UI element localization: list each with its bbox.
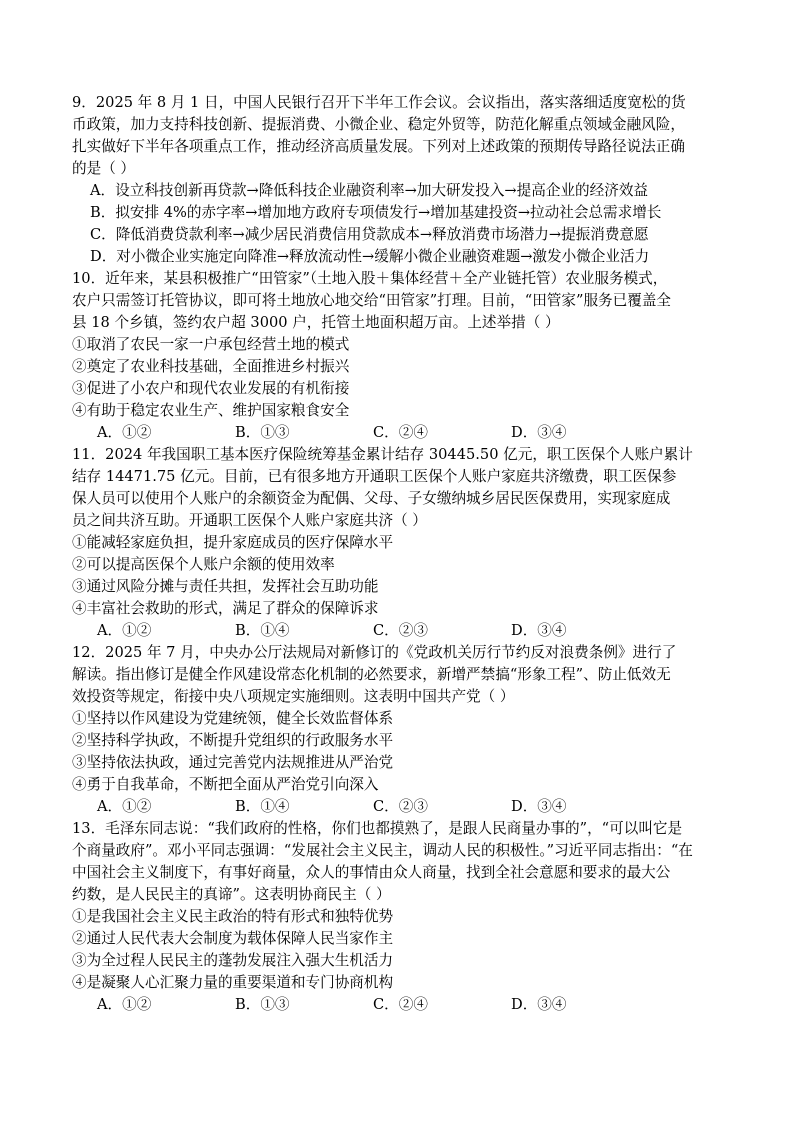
- statement-3: ③坚持依法执政，通过完善党内法规推进从严治党: [72, 754, 394, 771]
- choice-a[interactable]: A．①②: [97, 424, 152, 441]
- statement-3: ③通过风险分摊与责任共担，发挥社会互助功能: [72, 578, 379, 595]
- stem-line: 县 18 个乡镇，签约农户超 3000 户，托管土地面积超万亩。上述举措（ ）: [72, 314, 560, 331]
- statement-1: ①能减轻家庭负担，提升家庭成员的医疗保障水平: [72, 534, 394, 551]
- stem-line: 币政策，加力支持科技创新、提振消费、小微企业、稳定外贸等，防范化解重点领域金融风险，: [72, 116, 685, 133]
- statement-2: ②可以提高医保个人账户余额的使用效率: [72, 556, 335, 573]
- statement-4: ④丰富社会救助的形式，满足了群众的保障诉求: [72, 600, 379, 617]
- choice-b[interactable]: B．①③: [235, 424, 290, 441]
- option-c[interactable]: C．降低消费贷款利率→减少居民消费信用贷款成本→释放消费市场潜力→提振消费意愿: [90, 226, 649, 243]
- choice-d[interactable]: D．③④: [511, 996, 567, 1013]
- stem-line: 农户只需签订托管协议，即可将土地放心地交给“田管家”打理。目前，“田管家”服务已覆盖全: [72, 292, 672, 309]
- choice-a[interactable]: A．①②: [97, 622, 152, 639]
- question-10: [72, 268, 722, 444]
- statement-3: ③促进了小农户和现代农业发展的有机衔接: [72, 380, 350, 397]
- statement-2: ②奠定了农业科技基础，全面推进乡村振兴: [72, 358, 350, 375]
- choice-d[interactable]: D．③④: [511, 424, 567, 441]
- exam-page: [72, 92, 722, 1016]
- choice-a[interactable]: A．①②: [97, 996, 152, 1013]
- question-9: [72, 92, 722, 268]
- statement-1: ①是我国社会主义民主政治的特有形式和独特优势: [72, 908, 394, 925]
- answer-choices: [72, 994, 722, 1016]
- stem-line: 扎实做好下半年各项重点工作，推动经济高质量发展。下列对上述政策的预期传导路径说法正确: [72, 138, 685, 155]
- statement-2: ②通过人民代表大会制度为载体保障人民当家作主: [72, 930, 394, 947]
- stem-line: 13．毛泽东同志说：“我们政府的性格，你们也都摸熟了，是跟人民商量办事的”，“可以叫它是: [72, 820, 683, 837]
- choice-b[interactable]: B．①④: [235, 622, 290, 639]
- choice-a[interactable]: A．①②: [97, 798, 152, 815]
- question-stem: [72, 818, 722, 906]
- statement-1: ①坚持以作风建设为党建统领，健全长效监督体系: [72, 710, 394, 727]
- stem-line: 保人员可以使用个人账户的余额资金为配偶、父母、子女缴纳城乡居民医保费用，实现家庭成: [72, 490, 671, 507]
- statement-4: ④勇于自我革命，不断把全面从严治党引向深入: [72, 776, 379, 793]
- stem-line: 个商量政府”。邓小平同志强调：“发展社会主义民主，调动人民的积极性。”习近平同志指出：“在: [72, 842, 693, 859]
- option-b[interactable]: B．拟安排 4%的赤字率→增加地方政府专项债发行→增加基建投资→拉动社会总需求增长: [90, 204, 662, 221]
- stem-line: 10．近年来，某县积极推广“田管家”（土地入股＋集体经营＋全产业链托管）农业服务模式，: [72, 270, 668, 287]
- answer-choices: [72, 620, 722, 642]
- question-12: [72, 642, 722, 818]
- choice-c[interactable]: C．②③: [373, 622, 428, 639]
- statement-3: ③为全过程人民民主的蓬勃发展注入强大生机活力: [72, 952, 394, 969]
- stem-line: 员之间共济互助。开通职工医保个人账户家庭共济（ ）: [72, 512, 427, 529]
- choice-b[interactable]: B．①③: [235, 996, 290, 1013]
- statement-2: ②坚持科学执政，不断提升党组织的行政服务水平: [72, 732, 394, 749]
- stem-line: 解读。指出修订是健全作风建设常态化机制的必然要求，新增严禁搞“形象工程”、防止低效无: [72, 666, 671, 683]
- choice-c[interactable]: C．②④: [373, 996, 428, 1013]
- stem-line: 约数，是人民民主的真谛”。这表明协商民主（ ）: [72, 886, 391, 903]
- statement-4: ④是凝聚人心汇聚力量的重要渠道和专门协商机构: [72, 974, 394, 991]
- option-d[interactable]: D．对小微企业实施定向降准→释放流动性→缓解小微企业融资难题→激发小微企业活力: [90, 248, 650, 265]
- option-a[interactable]: A．设立科技创新再贷款→降低科技企业融资利率→加大研发投入→提高企业的经济效益: [90, 182, 649, 199]
- choice-d[interactable]: D．③④: [511, 622, 567, 639]
- question-stem: [72, 642, 722, 708]
- answer-choices: [72, 422, 722, 444]
- statement-1: ①取消了农民一家一户承包经营土地的模式: [72, 336, 350, 353]
- stem-line: 的是（ ）: [72, 160, 136, 177]
- answer-choices: [72, 796, 722, 818]
- question-stem: [72, 268, 722, 334]
- stem-line: 12．2025 年 7 月，中央办公厅法规局对新修订的《党政机关厉行节约反对浪费条例》进行了: [72, 644, 677, 661]
- question-stem: [72, 92, 722, 180]
- choice-d[interactable]: D．③④: [511, 798, 567, 815]
- stem-line: 中国社会主义制度下，有事好商量，众人的事情由众人商量，找到全社会意愿和要求的最大公: [72, 864, 671, 881]
- statement-4: ④有助于稳定农业生产、维护国家粮食安全: [72, 402, 350, 419]
- stem-line: 结存 14471.75 亿元。目前，已有很多地方开通职工医保个人账户家庭共济缴费，职工医保参: [72, 468, 677, 485]
- choice-b[interactable]: B．①④: [235, 798, 290, 815]
- stem-line: 11．2024 年我国职工基本医疗保险统筹基金累计结存 30445.50 亿元，职工医保个人账户累计: [72, 446, 693, 463]
- question-11: [72, 444, 722, 642]
- stem-line: 9．2025 年 8 月 1 日，中国人民银行召开下半年工作会议。会议指出，落实落细适度宽松的货: [72, 94, 686, 111]
- choice-c[interactable]: C．②④: [373, 424, 428, 441]
- stem-line: 效投资等规定，衔接中央八项规定实施细则。这表明中国共产党（ ）: [72, 688, 515, 705]
- question-13: [72, 818, 722, 1016]
- choice-c[interactable]: C．②③: [373, 798, 428, 815]
- question-stem: [72, 444, 722, 532]
